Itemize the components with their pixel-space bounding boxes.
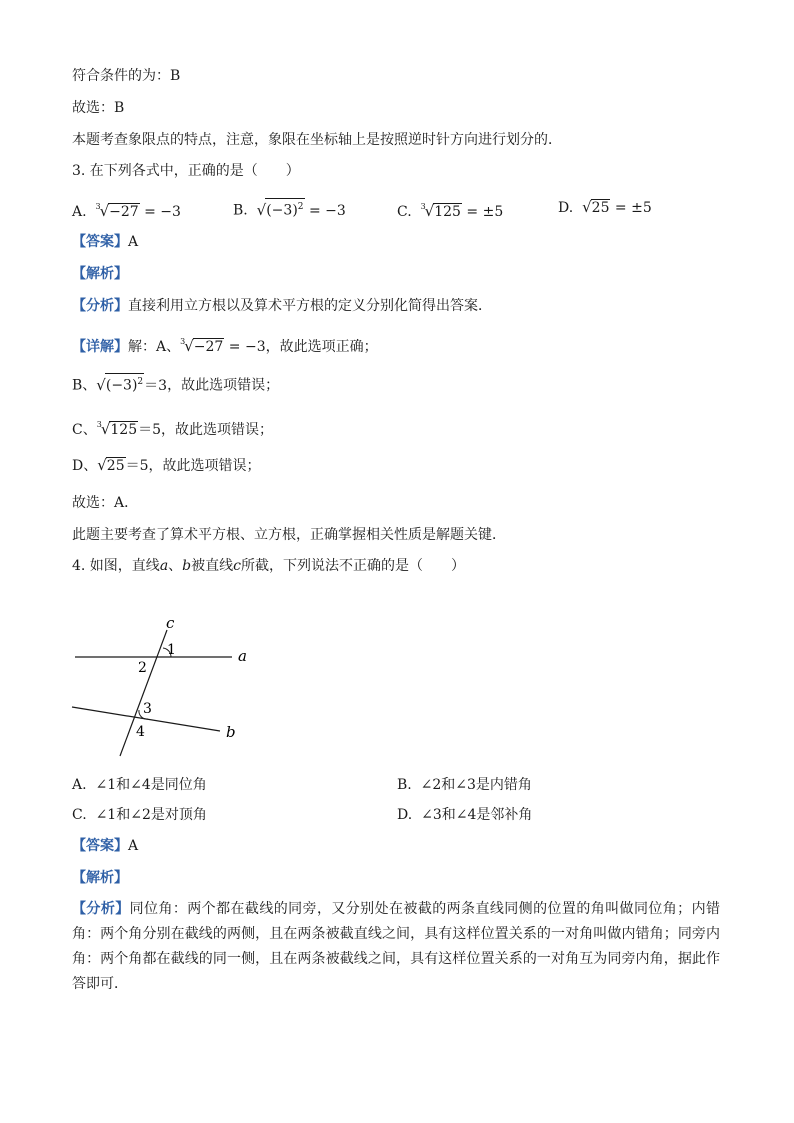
angle-1-label: 1 [167,642,176,658]
transversal-figure [60,610,260,760]
formula: $^3$√125 = ±5 [420,202,504,220]
formula: $√(-3)^2=3$ [96,378,167,394]
q4-option-b: B. ∠2和∠3是内错角 [397,777,532,793]
q4-option-d: D. ∠3和∠4是邻补角 [397,807,533,823]
q3-xiangjie-c: C、$^3$√125＝5，故此选项错误； [72,420,274,438]
q3-analysis-heading: 【解析】 [72,266,128,282]
formula: $√(-3)^2 = -3$ [257,203,346,219]
formula: $^3$√125＝5 [96,420,162,438]
formula: $^3$√−27 = −3 [180,337,266,355]
q3-xiangjie-d: D、√25＝5，故此选项错误； [72,456,261,474]
text-line: 本题考查象限点的特点，注意，象限在坐标轴上是按照逆时针方向进行划分的． [72,132,562,148]
question-3-stem: 3. 在下列各式中，正确的是（ ） [72,163,300,179]
formula: √25 = ±5 [582,198,652,216]
q3-option-b: B. $√(-3)^2 = -3$ [233,198,346,220]
angle-3-label: 3 [143,701,152,717]
label-c: c [166,614,175,632]
text-line: 符合条件的为：B [72,68,181,84]
q3-xiangjie-a: 【详解】解：A、$^3$√−27 = −3，故此选项正确； [72,337,378,355]
q3-option-a: A. $^3$√−27 = −3 [72,202,181,220]
angle-4-label: 4 [136,724,145,740]
label-a: a [238,647,247,665]
formula: $^3$√−27 = −3 [95,202,181,220]
q3-option-d: D. √25 = ±5 [558,198,652,216]
q4-fenxi: 【分析】同位角：两个都在截线的同旁，又分别处在被截的两条直线同侧的位置的角叫做同位角；内错角：两个角分别在截线的两侧，且在两条被截直线之间，具有这样位置关系的一对角叫做内错角；同旁内角：两个角都在截线的同一侧，且在两条被截线之间，具有这样位置关系的一对角互为同旁内角，据此作答即可． [72,901,721,992]
q3-xiangjie-b: B、$√(-3)^2=3$，故此选项错误； [72,373,279,395]
q4-analysis-heading: 【解析】 [72,870,128,886]
q3-option-c: C. $^3$√125 = ±5 [397,202,504,220]
q4-option-c: C. ∠1和∠2是对顶角 [72,807,207,823]
label-b: b [226,723,236,741]
text-line: 故选：B [72,100,125,116]
q3-answer: 【答案】A [72,234,139,250]
q3-fenxi: 【分析】直接利用立方根以及算术平方根的定义分别化简得出答案． [72,298,492,314]
q4-option-a: A. ∠1和∠4是同位角 [72,777,207,793]
q3-final-choice: 故选：A． [72,495,139,511]
q4-answer: 【答案】A [72,838,139,854]
formula: √25＝5 [97,456,149,474]
angle-2-label: 2 [138,660,147,676]
q3-summary: 此题主要考查了算术平方根、立方根，正确掌握相关性质是解题关键． [72,527,506,543]
question-4-stem: 4. 如图，直线a、b被直线c所截，下列说法不正确的是（ ） [72,558,465,574]
